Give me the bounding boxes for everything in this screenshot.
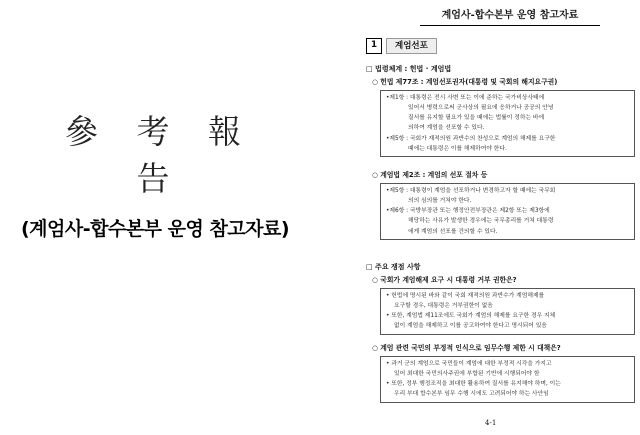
page-number: 4-1 <box>485 419 497 427</box>
section-number: 1 <box>366 38 382 54</box>
page-title: 계엄사-합수본부 운영 참고자료 <box>420 8 600 26</box>
constitution-line: •제5항 : 국회가 재적의원 과반수의 찬성으로 계엄의 해제를 요구한 <box>386 135 556 142</box>
issue-2-line: 우리 부대 합수본부 임무 수행 시에도 고려되어야 하는 사안임 <box>394 391 549 398</box>
constitution-line: •제1항 : 대통령은 전시 사변 또는 이에 준하는 국가비상사태에 <box>386 95 545 101</box>
constitution-line: 있어서 병력으로써 군사상의 필요에 응하거나 공공의 안녕 <box>408 105 554 112</box>
legal-heading: □ 법령체계 : 헌법 · 계엄법 <box>366 65 452 73</box>
issue-2-box <box>380 356 635 403</box>
issue-2-line: • 과거 군의 계엄으로 국민들이 계엄에 대한 부정적 시각을 가지고 <box>386 361 552 367</box>
martial-law-act-box <box>380 183 635 240</box>
act-line: 의의 심의를 거쳐야 한다. <box>408 198 472 205</box>
constitution-line: 질서를 유지할 필요가 있을 때에는 법률이 정하는 바에 <box>408 115 545 122</box>
act-line: 에게 계엄의 선포를 건의할 수 있다. <box>408 228 498 235</box>
martial-law-act-title: ○ 계엄법 제2조 : 계엄의 선포 절차 등 <box>372 171 488 179</box>
issue-1-line: • 또한, 계엄법 제11조에도 국회가 계엄의 해제를 요구한 경우 지체 <box>386 313 556 320</box>
issue-2-line: • 또한, 정부 행정조직을 최대한 활용하여 질서를 유지해야 하며, 이는 <box>386 381 561 388</box>
act-line: •제5항 : 대통령이 계엄을 선포하거나 변경하고자 할 때에는 국무회 <box>386 188 556 194</box>
document-page <box>360 0 635 435</box>
cover-subtitle: (계엄사-합수본부 운영 참고자료) <box>20 218 290 240</box>
constitution-box <box>380 90 635 157</box>
constitution-title: ○ 헌법 제77조 : 계엄선포권자(대통령 및 국회의 해지요구권) <box>372 78 558 86</box>
issue-2-title: ○ 계엄 관련 국민의 부정적 인식으로 임무수행 제한 시 대책은? <box>372 344 561 352</box>
issue-1-box <box>380 288 635 335</box>
issue-2-line: 있어 최대한 국민의사주권에 부합된 기반에 시행되어야 함 <box>394 371 540 378</box>
cover-title: 參 考 報 告 <box>65 112 255 198</box>
issue-1-line: 요구할 경우, 대통령은 거부권한이 없음 <box>394 303 493 310</box>
act-line: 해당하는 사유가 발생한 경우에는 국무총리를 거쳐 대통령 <box>408 218 554 225</box>
issue-1-title: ○ 국회가 계엄해제 요구 시 대통령 거부 권한은? <box>372 276 517 284</box>
section-header <box>366 38 437 54</box>
act-line: •제6항 : 국방부장관 또는 행정안전부장관은 제2항 또는 제3항에 <box>386 208 550 215</box>
constitution-line: 의하여 계엄을 선포할 수 있다. <box>408 125 485 132</box>
issues-heading: □ 주요 쟁점 사항 <box>366 263 421 271</box>
issue-1-line: • 헌법에 명시된 바와 같이 국회 재적의원 과반수가 계엄해제를 <box>386 293 545 299</box>
constitution-line: 때에는 대통령은 이를 해제하여야 한다. <box>408 145 507 152</box>
section-label: 계엄선포 <box>386 38 437 54</box>
issue-1-line: 없이 계엄을 해제하고 이를 공고하여야 한다고 명시되어 있음 <box>394 323 547 330</box>
